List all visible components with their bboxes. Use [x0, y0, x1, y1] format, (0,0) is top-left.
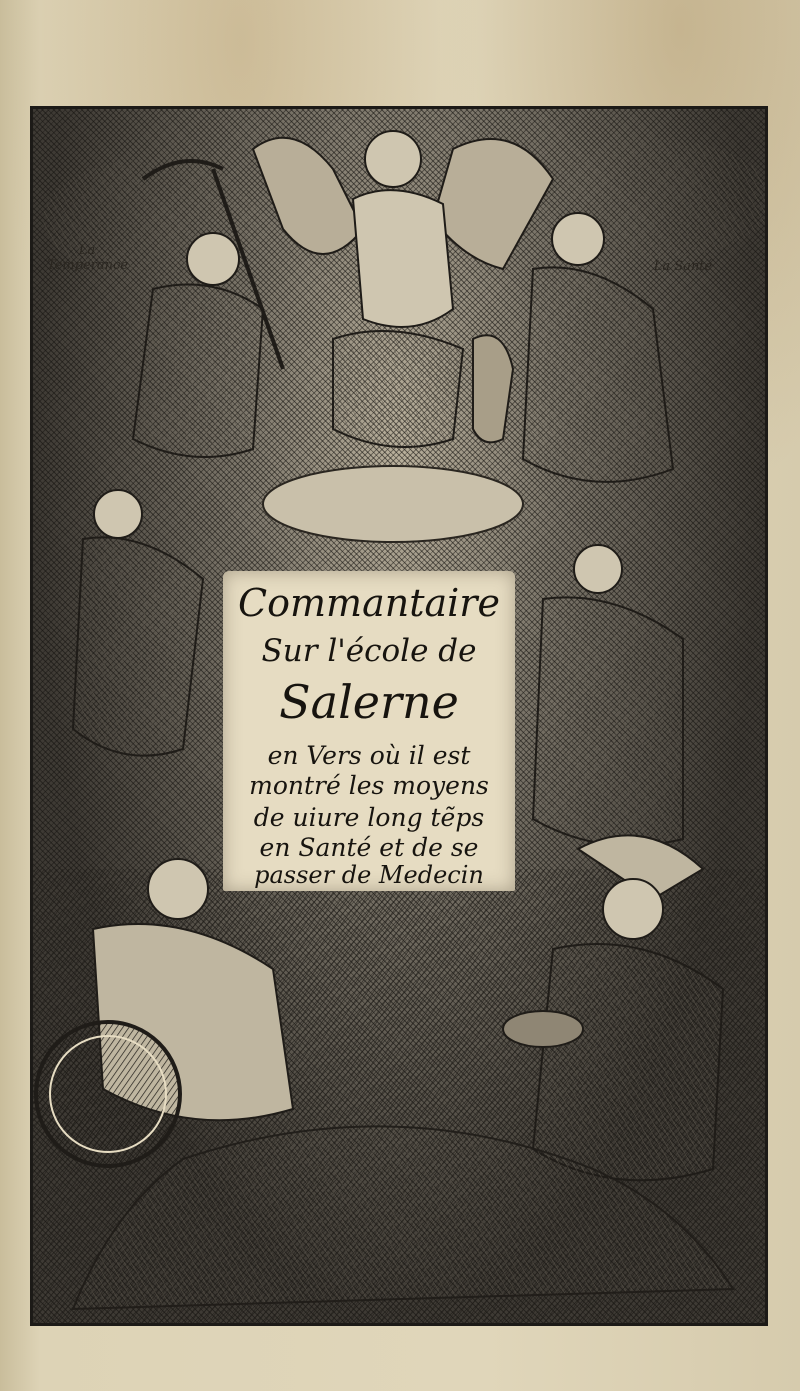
ceres-figure: [533, 545, 683, 846]
temperance-label: La Temperance: [47, 243, 129, 273]
title-line-8: passer de Medecin: [254, 861, 484, 889]
cloud-shape: [263, 466, 523, 542]
flora-figure: [73, 490, 203, 756]
title-line-3: Salerne: [279, 675, 459, 729]
title-line-4: en Vers où il est: [267, 741, 471, 770]
title-line-6: de uiure long tẽps: [253, 803, 485, 832]
health-label: La Santé: [653, 259, 713, 274]
title-cartouche: [223, 571, 515, 891]
vase-shape: [473, 335, 513, 442]
title-line-2: Sur l'école de: [261, 633, 477, 669]
title-line-5: montré les moyens: [249, 771, 489, 800]
title-line-1: Commantaire: [238, 581, 500, 625]
engraved-frontispiece: [30, 106, 768, 1326]
barrel-shape: [36, 1022, 180, 1166]
title-line-7: en Santé et de se: [259, 833, 479, 862]
